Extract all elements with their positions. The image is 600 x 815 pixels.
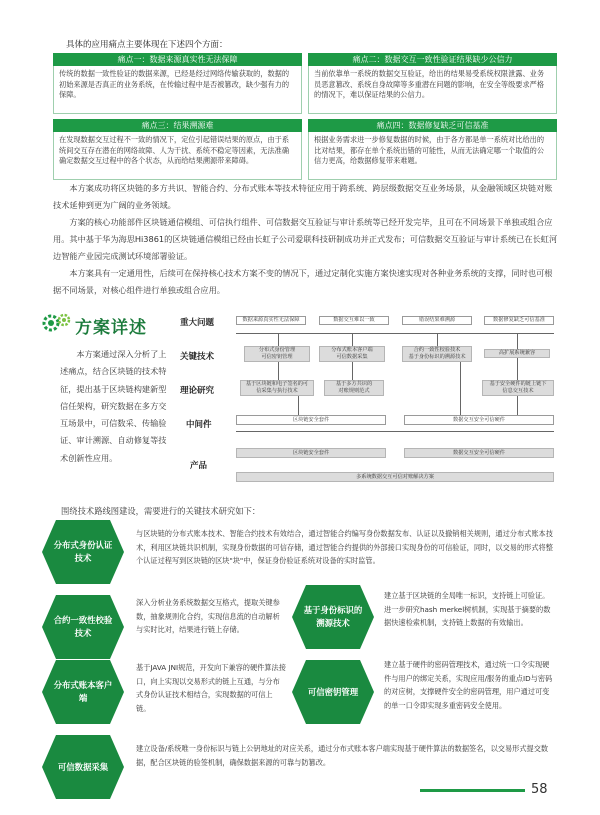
- pain-point-title: 痛点一：数据来源真实性无法保障: [53, 53, 302, 66]
- problem-box: 数据修复缺乏可信基准: [484, 316, 554, 325]
- pain-point-body: 传统的数据一致性验证的数据来源，已经是经过网络传输获取的，数据的初始来源是否真正的业务系统，在传输过程中是否被篡改，缺少强有力的保障。: [53, 66, 302, 114]
- problem-box: 错误结果难溯源: [402, 316, 472, 325]
- tech-box: 分布式账本客户端 可信数据采集: [319, 346, 385, 362]
- tech-description: 建立设备/系统唯一身份标识与链上公钥地址的对应关系，通过分布式账本客户端实现基于硬件算法的数据签名，以交易形式提交数据，配合区块链的验签机制，确保数据来源的可靠与防篡改。: [136, 744, 549, 767]
- tech-hexagon-2: [42, 595, 124, 659]
- connector-line: [517, 333, 518, 349]
- tech-description: 基于JAVA JNI规范，开发向下兼容的硬件算法接口，向上实现以交易形式的链上互通，与分布式身份认证技术相结合，实现数据的可信上链。: [136, 663, 286, 713]
- tech-hexagon-3: [292, 585, 374, 649]
- tech-hexagon-1: [42, 520, 124, 584]
- connector-line: [236, 431, 554, 432]
- product-box: 区块链安全套件: [236, 448, 386, 458]
- section-intro-text: 本方案通过深入分析了上述痛点，结合区块链的技术特征，提出基于区块链构建新型信任架构，研究数据在多方交互场景中，可信数采、传输验证、审计溯源、自动修复等技术创新性应用。: [60, 349, 167, 463]
- middleware-box: 数据交互安全可信硬件: [404, 415, 554, 425]
- tech-name: 可信数据采集: [57, 761, 109, 772]
- pain-point-title: 痛点三：结果溯源难: [53, 119, 302, 132]
- tech-hexagon-4: [42, 660, 124, 724]
- pain-point-3: [53, 119, 302, 180]
- pain-point-2: [308, 53, 557, 114]
- tech-description: 深入分析业务系统数据交互格式，提取关键参数，抽象规则化合约，实现信息流的自动解析与实时比对，结果进行链上存储。: [136, 598, 280, 634]
- tech-box: 合约一致性校验技术 基于身份标识的溯源技术: [402, 346, 472, 362]
- connector-line: [236, 333, 554, 334]
- connector-line: [437, 333, 438, 346]
- connector-line: [278, 333, 279, 346]
- pain-point-body: 在发现数据交互过程不一致的情况下，定位引起错误结果的原点，由于系统间交互存在潜在的网络故障、人为干扰、系统不稳定等因素，无法准确确定数据交互过程中的各个状态，从而给结果溯源带来障碍。: [53, 132, 302, 180]
- connector-line: [278, 362, 279, 380]
- problem-box: 数据交互难以一致: [319, 316, 389, 325]
- tech-hexagon-5: [292, 660, 374, 724]
- tech-description: 建立基于硬件的密码管理技术，通过统一口令实现硬件与用户的绑定关系，实现应用/服务的重点ID与密码的对应树，支撑硬件安全的密码管理，用户通过可变的单一口令即实现多重密码安全使用。: [384, 660, 553, 710]
- connector-line: [517, 396, 518, 415]
- tech-hexagon-6: [42, 735, 124, 799]
- theory-box: 基于安全硬件的链上链下 信息交互技术: [482, 380, 554, 396]
- theory-box: 基于区块链和电子签名的可 信采集与执行技术: [240, 380, 314, 396]
- pain-point-4: [308, 119, 557, 180]
- row-label-problems: 重大问题: [180, 318, 215, 328]
- technology-roadmap-diagram: [178, 306, 558, 491]
- page-number: 58: [531, 782, 548, 797]
- gear-icon: [40, 310, 74, 338]
- pain-point-1: [53, 53, 302, 114]
- middleware-box: 区块链安全套件: [236, 415, 386, 425]
- page-footer-bar: [420, 789, 525, 792]
- tech-name: 基于身份标识的溯源技术: [303, 605, 363, 628]
- tech-description: 建立基于区块链的全局唯一标识，支持链上可验证。进一步研究hash merkel树机制，实现基于摘要的数据快速检索机制，支持链上数据的有效输出。: [384, 591, 551, 627]
- section-title: 方案详述: [75, 318, 147, 338]
- tech-box: 分布式身份管理 可信密钥管理: [244, 346, 310, 362]
- tech-name: 可信密钥管理: [307, 686, 359, 697]
- connector-line: [298, 396, 299, 415]
- tech-name: 合约一致性校验技术: [53, 615, 113, 638]
- connector-line: [517, 358, 518, 380]
- product-box: 数据交互安全可信硬件: [404, 448, 554, 458]
- problem-box: 数据来源真实性无法保障: [236, 316, 306, 325]
- pain-point-title: 痛点四：数据修复缺乏可信基准: [308, 119, 557, 132]
- row-label-theory: 理论研究: [180, 386, 215, 396]
- row-label-tech: 关键技术: [180, 352, 215, 362]
- paragraph-1: 本方案成功将区块链的多方共识、智能合约、分布式账本等技术特征应用于跨系统、跨层级数据交互业务场景，从金融领域区块链对账技术延伸到更为广阔的业务领域。: [53, 183, 553, 211]
- pain-point-body: 当前依靠单一系统的数据交互验证，给出的结果易受系统权限泄露、业务员恶意篡改、系统自身故障等多重潜在问题的影响，在安全等级要求严格的情况下，难以保证结果的公信力。: [308, 66, 557, 114]
- product-box: 多系统数据交互可信对账解决方案: [236, 472, 554, 482]
- row-label-product: 产品: [190, 461, 208, 471]
- tech-description: 与区块链的分布式账本技术、智能合约技术有效结合，通过智能合约编写身份数据发布、认证以及撤销相关规则，通过分布式账本技术，利用区块链共识机制，实现身份数据的可信存储，通过智能合约提供的外部接口实现身份的可信验证，同时，以交易的形式将整个认证过程写到区块链的区块"块"中，保证身份验证系统对设备的实时监管。: [136, 529, 553, 565]
- row-label-middleware: 中间件: [186, 420, 212, 430]
- pain-point-body: 根据业务需求进一步修复数据的时候，由于各方都是单一系统对比给出的比对结果，都存在单个系统出错的可能性，从而无法确定哪一个取值的公信力更高，给数据修复带来难题。: [308, 132, 557, 180]
- connector-line: [352, 362, 353, 380]
- theory-box: 基于多方共识的 对账规则范式: [324, 380, 384, 396]
- tech-route-intro: 围绕技术路线图建设，需要进行的关键技术研究如下：: [61, 506, 261, 516]
- intro-line: 具体的应用痛点主要体现在下述四个方面：: [66, 40, 228, 50]
- paragraph-2: 方案的核心功能部件区块链通信模组、可信执行组件、可信数据交互验证与审计系统等已经开发完毕，且可在不同场景下单独或组合应用。其中基于华为海思Hi3861的区块链通信模组已经由长虹子公司爱联科技研制成功并正式发布；可信数据交互验证与审计系统已在长虹河边智能产业园完成测试环境部署验证。: [53, 217, 558, 262]
- tech-name: 分布式账本客户端: [53, 680, 113, 703]
- pain-point-title: 痛点二：数据交互一致性验证结果缺少公信力: [308, 53, 557, 66]
- tech-name: 分布式身份认证技术: [53, 540, 113, 563]
- tech-box: 高扩展系统兼容: [484, 349, 550, 358]
- connector-line: [352, 333, 353, 346]
- connector-line: [460, 362, 461, 415]
- paragraph-3: 本方案具有一定通用性，后续可在保持核心技术方案不变的情况下，通过定制化实施方案快速实现对各种业务系统的支撑，同时也可根据不同场景，对核心组件进行单独或组合应用。: [53, 268, 553, 296]
